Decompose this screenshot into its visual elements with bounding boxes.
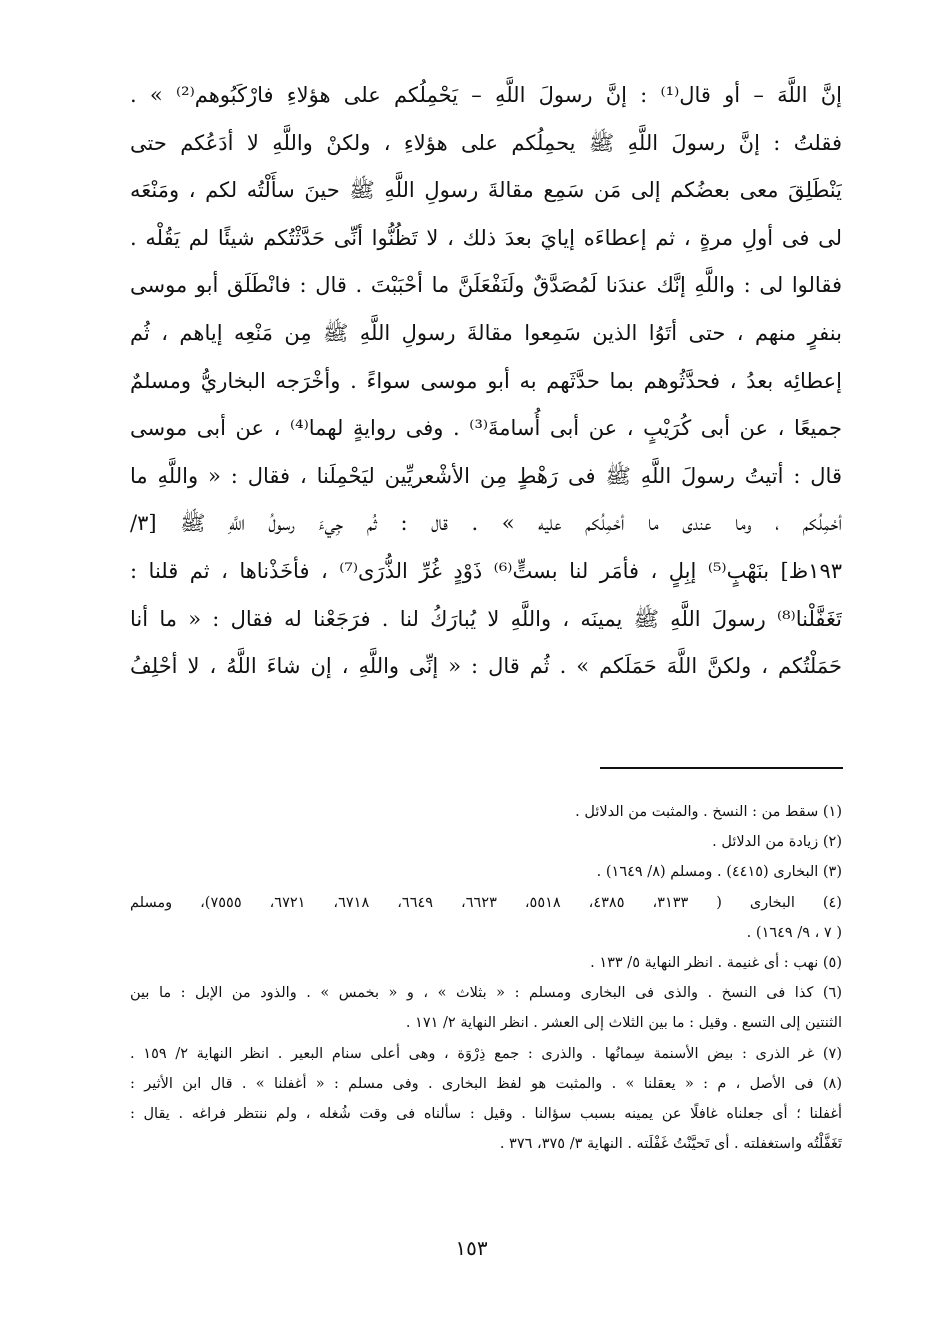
main-text <box>130 72 842 691</box>
main-text-line: جميعًا ، عن أبى كُرَيْبٍ ، عن أبى أُسامةَ⁽³⁾ . وفى روايةٍ لهما⁽⁴⁾ ، عن أبى موسى <box>130 416 842 441</box>
footnote-line: (٤) البخارى ( ٣١٣٣، ٤٣٨٥، ٥٥١٨، ٦٦٢٣، ٦٦٤٩، ٦٧١٨، ٦٧٢١، ٧٥٥٥)، ومسلم <box>130 894 842 911</box>
main-text-line: إعطائِه بعدُ ، فحدَّثُوهم بما حدَّثَهم به أبو موسى سواءً . وأخْرَجه البخاريُّ ومسلمٌ <box>130 368 842 393</box>
footnote-line: ( ٧ ، ٩/ ١٦٤٩) . <box>746 924 842 941</box>
main-text-line: لى فى أولِ مرةٍ ، ثم إعطاءَه إيايَ بعدَ ذلك ، لا تَظُنُّوا أنِّى حَدَّثْتُكم شيئًا لم يَقُلْه . <box>130 225 842 250</box>
footnote-line: (٧) غر الذرى : بيض الأسنمة سِمانُها . والذرى : جمع ذِرْوَة ، وهى أعلى سنام البعير . انظر النهاية ٢/ ١٥٩ . <box>130 1045 842 1062</box>
main-text-line: أحْمِلُكم ، وما عندى ما أحْمِلُكم عليه » . قال : ثُم جِيءَ رسولُ اللَّهِ ﷺ [٣/ <box>130 511 842 536</box>
main-text-line: قال : أتيتُ رسولَ اللَّهِ ﷺ فى رَهْطٍ مِن الأشْعريِّين ليَحْمِلَنا ، فقال : « واللَّهِ ما <box>130 463 842 488</box>
footnote-line: أغفلنا ؛ أى جعلناه غافلًا عن يمينه بسبب سؤالنا . وقيل : سألناه فى وقت شُغله ، ولم ننتظر فراغه . يقال : <box>130 1105 842 1122</box>
main-text-line: فقلتُ : إنَّ رسولَ اللَّهِ ﷺ يحمِلُكم على هؤلاءِ ، ولكنْ واللَّهِ لا أدَعُكم حتى <box>130 130 842 155</box>
footnote-line: (٦) كذا فى النسخ . والذى فى البخارى ومسلم : « بثلاث » ، و « بخمس » . والذود من الإبل : ما بين <box>130 985 842 1002</box>
footnotes <box>130 797 842 1159</box>
footnote-line: (١) سقط من : النسخ . والمثبت من الدلائل . <box>575 804 842 820</box>
footnote-line: (٨) فى الأصل ، م : « يعقلنا » . والمثبت هو لفظ البخارى . وفى مسلم : « أغفلنا » . قال ابن الأثير : <box>130 1075 842 1092</box>
main-text-line: تَغَفَّلْنا⁽⁸⁾ رسولَ اللَّهِ ﷺ يمينَه ، واللَّهِ لا يُبارَكُ لنا . فرَجَعْنا له فقال : « ما أنا <box>130 606 842 631</box>
main-text-line: يَنْطَلِقَ معى بعضُكم إلى مَن سَمِع مقالةَ رسولِ اللَّهِ ﷺ حينَ سأَلْتُه لكم ، ومَنْعَه <box>130 178 842 203</box>
footnote-line: الثنتين إلى التسع . وقيل : ما بين الثلاث إلى العشر . انظر النهاية ٢/ ١٧١ . <box>405 1015 842 1032</box>
main-text-line: ١٩٣ظ] بنَهْبٍ⁽⁵⁾ إبِلٍ ، فأمَر لنا بستٍّ⁽⁶⁾ ذَوْدٍ غُرِّ الذُّرَى⁽⁷⁾ ، فأخَذْناها ، ثم قلنا : <box>130 558 842 583</box>
footnote-line: (٥) نهب : أى غنيمة . انظر النهاية ٥/ ١٣٣ . <box>590 954 842 971</box>
footnote-line: (٢) زيادة من الدلائل . <box>712 834 842 851</box>
page-number: ١٥٣ <box>455 1236 488 1260</box>
footnote-divider <box>600 767 843 769</box>
main-text-line: حَمَلْتُكم ، ولكنَّ اللَّهَ حَمَلَكم » . ثُم قال : « إنِّى واللَّهِ ، إن شاءَ اللَّهُ ، لا أحْلِفُ <box>130 654 842 679</box>
main-text-line: إنَّ اللَّهَ – أو قال⁽¹⁾ : إنَّ رسولَ اللَّهِ – يَحْمِلُكم على هؤلاءِ فارْكَبُوهم⁽²⁾ » . <box>130 83 842 107</box>
main-text-line: بنفرٍ منهم ، حتى أتَوُا الذين سَمِعوا مقالةَ رسولِ اللَّهِ ﷺ مِن مَنْعِه إياهم ، ثُم <box>130 320 842 345</box>
footnote-line: (٣) البخارى (٤٤١٥) . ومسلم (٨/ ١٦٤٩) . <box>596 864 842 881</box>
footnote-line: تَغَفَّلْتُه واستغفلته . أى تَحيَّنْتُ غَفْلَته . النهاية ٣/ ٣٧٥، ٣٧٦ . <box>499 1136 842 1153</box>
main-text-line: فقالوا لى : واللَّهِ إنَّك عندَنا لَمُصَدَّقٌ ولَنَفْعَلَنَّ ما أحْبَبْتَ . قال : فانْطَلَق أبو موسى <box>130 273 842 298</box>
